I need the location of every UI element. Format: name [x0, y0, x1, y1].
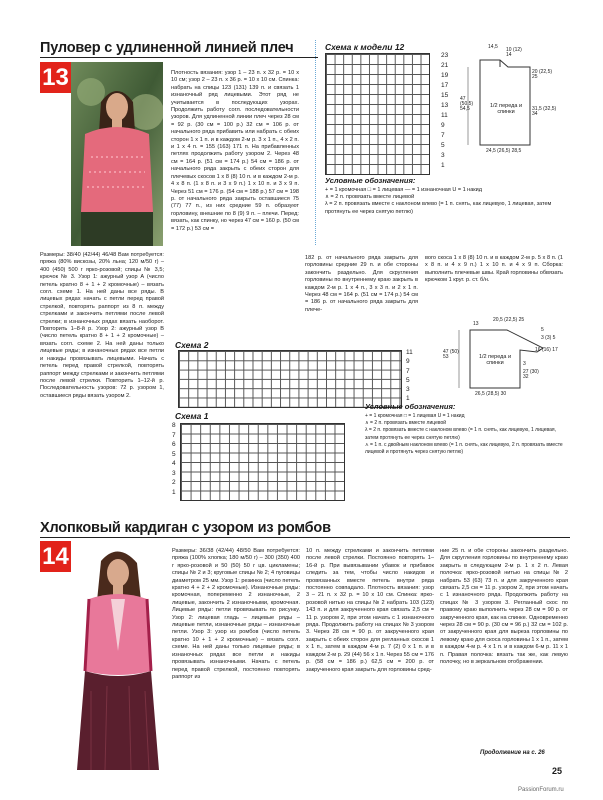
legend-1: + = 1 кромочная □ = 1 лицевая U = 1 накид ∧ = 2 п. провязать вместе лицевой λ = 2 п. провязать вместе с наклоном влево (= 1 п. снять, как лицевую, 1 лицевая, затем протянуть ее через снятую петлю) ⋏ = 1 п. с двойным наклоном влево (= 1 п. снять, как лицевую, 2 п. провязать вместе лицевой и протянуть через снятую петлю) — [365, 413, 563, 456]
legend-12-title: Условные обозначения: — [325, 176, 416, 185]
section-14-col2: 10 п. между стрелками и закончить петлями после левой стрелки. Постоянно повторять 1–16-й р. При вывязывании убавок и прибавок следить за тем, чтобы число накидов и провязанных вместе петель внутри ряда постоянно совпадало. Плотность вязания: узор 3 – 21 п. х 32 р. = 10 х 10 см. Спинка: ярко-розовой нитью на спицы № 2 набрать 103 (123) 143 п. и для закрученного края связать 2,5 см = 11 р. узором 2, при этом начать с 1 изнаночного ряда. Продолжить работу на спицах № 3 узором 3. Через 28 см = 90 р. от закрученного края закрыть с обеих сторон для регланных скосов 1 х 1 п., затем в каждом 4-м р. 7 (2) 0 х 1 п. и в каждом 2-м р. 29 (44) 56 х 1 п. Через 55 см = 176 р. (58 см = 186 р.) 62,5 см = 200 р. от закрученного края закрыть для горловины сред- — [306, 548, 434, 673]
model-photo-14 — [71, 541, 165, 770]
section-14-col1: Размеры: 36/38 (42/44) 48/50 Вам потребуется: пряжа (100% хлопка; 180 м/50 г) – 300 (350) 400 г ярко-розовой и 50 (50) 50 г цв. цикламены; спицы № 2 и 3; круговые спицы № 2; 4 пуговицы диаметром 25 мм. Узор 1: резинка (число петель кратно 4 + 2 + 2 кромочные). Изнаночные ряды: кромочная, попеременно 2 изнаночные, 2 лицевые, закончить 2 изнаночными, кромочная. Лицевые ряды: петли провязывать по рисунку. Узор 2: лицевая гладь – лицевые ряды – лицевые петли, изнаночные ряды – изнаночные петли. Узор 3: узор из ромбов (число петель кратно 10 + 1 + 2 кромочные) – вязать согл. схеме. На ней даны только лицевые ряды; в изнаночных рядах все петли и накиды провязывать изнаночными. Начать с петель перед правой стрелкой, постоянно повторять раппорт из — [172, 548, 300, 680]
section-13-col2: Плотность вязания: узор 1 – 23 п. х 32 р. = 10 х 10 см; узор 2 – 23 п. х 36 р. = 10 х 10 см. Спинка: набрать на спицы 123 (131) 139 п. и связать 1 изнаночный ряд лицевыми. Этот ряд не учитывается в последующих узорах. Продолжить работу согл. последовательности узоров. Для удлиненной линии плеч через 28 см = 92 р. (30 см = 100 р.) 32 см = 106 р. от начального ряда прибавить или набрать с обеих сторон 1 х 1 п. и в каждом 2-м р. 3 х 1 п., 4 х 2 п. и 1 х 4 п. = 155 (163) 171 п. На прибавленных петлях продолжить работу узором 2. Через 48 см = 164 р. (51 см = 174 р.) 54 см = 186 р. от начального ряда закрыть с обеих сторон для плечевых скосов 1 х 8 (8) 10 п. и в каждом 2-м р. 4 х 8 п. (1 х 8 п. и 3 х 9 п.) 1 х 10 п. и 3 х 9 п. Через 51 см = 176 р. (54 см = 188 р.) 57 см = 198 р. от начального ряда закрыть оставшиеся 75 (77) 77 п., из них средние 59 п. образуют горловину, внешние по 8 (9) 9 п. – плечи. Перед: вязать, как спинку, но через 47 см = 160 р. (50 см = 172 р.) 53 см = — [171, 70, 299, 232]
schema-2-row-labels: 11 9 7 5 3 1 — [406, 349, 413, 403]
schema-1-row-labels: 8 7 6 5 4 3 2 1 — [172, 422, 176, 496]
section-13-col3: 182 р. от начального ряда закрыть для горловины средние 29 п. и обе стороны закончить раздельно. Для скругления горловины по внутреннему краю закрыть в каждом 2-м р. 1 х 4 п., 3 х 3 п. и 2 х 1 п. Через 48 см = 164 р. (51 см = 174 р.) 54 см = 186 р. от начального ряда закрыть для плече- — [305, 255, 418, 313]
model-photo-13 — [71, 62, 163, 246]
schema-1-title: Схема 1 — [175, 411, 209, 421]
schema-12-row-labels: 23 21 19 17 15 13 11 9 7 5 3 1 — [441, 52, 449, 169]
section-13-rule — [40, 57, 318, 58]
section-14-col3: ние 25 п. и обе стороны закончить раздельно. Для скругления горловины по внутреннему краю закрыть в следующем 2-м р. 1 х 2 п. Левая полочка: ярко-розовой нитью на спицы № 2 набрать 53 (63) 73 п. и для закрученного края связать 2,5 см = 11 р. узором 2, при этом начать с 1 изнаночного ряда. Продолжить работу на спицах № 3 узором 3. Регланный скос по правому краю выполнить через 28 см = 90 р. от закрученного края, как на спинке. Одновременно через 28 см = 90 р. (30 см = 96 р.) 32 см = 102 р. от закрученного края для выреза горловины по левому краю для скоса горловины 1 х 1 п., затем в каждом 4-м р. 4 х 1 п. и в каждом 6-м р. 11 х 1 п. Правая полочка: вязать так же, как левую полочку, но в зеркальном отображении. — [440, 548, 568, 666]
section-13-title: Пуловер с удлиненной линией плеч — [40, 40, 294, 56]
watermark: PassionForum.ru — [518, 787, 564, 793]
section-14-title: Хлопковый кардиган с узором из ромбов — [40, 520, 331, 536]
section-13-badge: 13 — [40, 62, 71, 93]
separator — [315, 40, 316, 245]
section-13-col1: Размеры: 38/40 (42/44) 46/48 Вам потребуется: пряжа (80% вискозы, 20% льна; 120 м/50 г) – 400 (450) 500 г ярко-розовой; спицы № 3,5; крючок № 3. Узор 1: ажурный узор А (число петель кратно 8 + 1 + 2 кромочные) – вязать согл. схеме 1. На ней даны все ряды. В лицевых рядах начать с петли перед правой стрелкой, повторять раппорт из 8 п. между стрелками и закончить петлями после левой стрелки; в изнаночных рядах вязать наоборот. Повторить 1–8-й р. Узор 2: ажурный узор В (число петель кратно 8 + 1 + 2 кромочные) – вязать согл. схеме 2. На ней даны только лицевые ряды; в изнаночных рядах все петли и накиды провязывать лицевыми. Начать с петель перед правой стрелкой, повторять раппорт между стрелками и закончить петлями после левой стрелки. Повторить 1–12-й р. Последовательность узоров: 72 р. узором 1, оставшиеся ряды вязать узором 2. — [40, 252, 164, 399]
continued-note: Продолжение на с. 26 — [480, 750, 545, 756]
pattern-diagram-13: 13 20,5 (22,5) 25 5 3 (3) 5 16 (16) 17 47 (50) 53 3 27 (30) 32 26,5 (28,5) 30 1/2 переда и спинки — [443, 317, 558, 397]
schema-2-grid — [178, 350, 402, 408]
section-14-badge: 14 — [40, 541, 71, 572]
section-13-col4: вого скоса 1 х 8 (8) 10 п. и в каждом 2-м р. 5 х 8 п. (1 х 8 п. и 4 х 9 п.) 1 х 10 п. и 4 х 9 п. Сборка: выполнить плечевые швы. Край горловины обвязать крючком 1 круг. р. ст. б/н. — [425, 255, 563, 284]
section-14-rule — [40, 537, 570, 538]
schema-1-grid — [180, 423, 345, 501]
legend-12: + = 1 кромочная □ = 1 лицевая — = 1 изнаночная U = 1 накид ∧ = 2 п. провязать вместе лицевой λ = 2 п. провязать вместе с наклоном влево (= 1 п. снять, как лицевую, 1 лицевая, затем протянуть ее через снятую петлю) — [325, 187, 552, 215]
schema-12-title: Схема к модели 12 — [325, 42, 405, 52]
schema-12-grid — [325, 53, 430, 175]
pattern-diagram-12: 14,5 10 (12) 14 20 (22,5) 25 47 (50,5) 54,5 31,5 (32,5) 34 24,5 (26,5) 28,5 1/2 переда и спинки — [460, 44, 557, 154]
legend-1-title: Условные обозначения: — [365, 402, 456, 411]
page-number: 25 — [552, 766, 563, 776]
schema-2-title: Схема 2 — [175, 340, 209, 350]
